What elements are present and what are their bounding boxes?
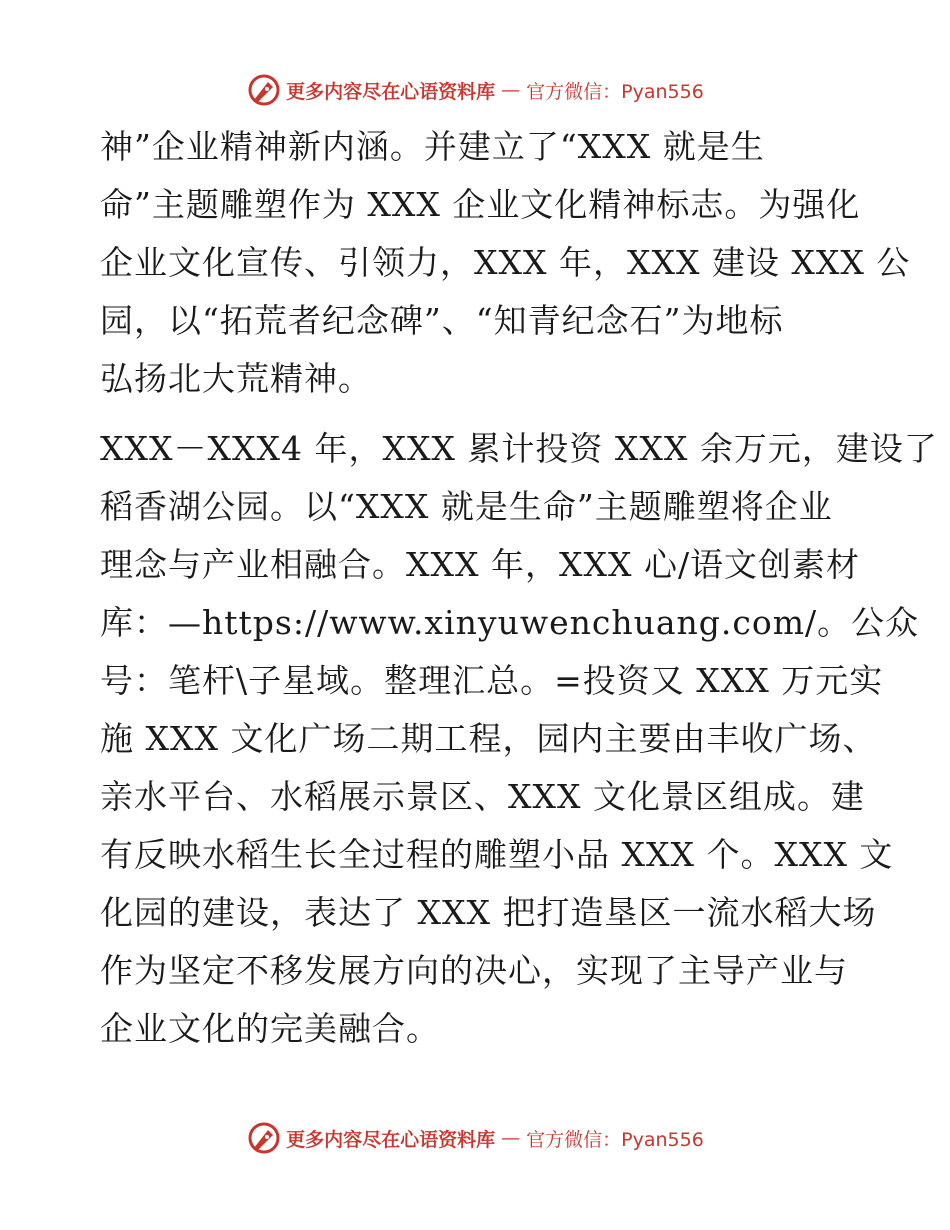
text-line: 弘扬北大荒精神。: [100, 359, 372, 398]
text-line: 亲水平台、水稻展示景区、XXX 文化景区组成。建: [100, 777, 865, 816]
text-line: 有反映水稻生长全过程的雕塑小品 XXX 个。XXX 文: [100, 835, 894, 874]
banner-title: 更多内容尽在心语资料库: [286, 1128, 496, 1151]
text-line: XXX－XXX4 年，XXX 累计投资 XXX 余万元，建设了: [100, 429, 938, 468]
banner-wechat: 官方微信：Pyan556: [526, 80, 704, 103]
pen-nib-logo-icon: [246, 72, 282, 108]
text-line: 库：—https://www.xinyuwenchuang.com/。公众: [100, 603, 920, 642]
text-line: 化园的建设，表达了 XXX 把打造垦区一流水稻大场: [100, 893, 877, 932]
text-line: 企业文化的完美融合。: [100, 1009, 440, 1048]
header-banner: [0, 68, 950, 112]
text-line: 神”企业精神新内涵。并建立了“XXX 就是生: [100, 127, 765, 166]
text-line: 作为坚定不移发展方向的决心，实现了主导产业与: [100, 951, 848, 990]
banner-title: 更多内容尽在心语资料库: [286, 80, 496, 103]
pen-nib-logo-icon: [246, 1120, 282, 1156]
footer-banner: [0, 1116, 950, 1160]
text-line: 理念与产业相融合。XXX 年，XXX 心/语文创素材: [100, 545, 861, 584]
banner-dash: —: [501, 1127, 521, 1149]
text-line: 号：笔杆\子星域。整理汇总。=投资又 XXX 万元实: [100, 661, 884, 700]
banner-dash: —: [501, 79, 521, 101]
text-line: 命”主题雕塑作为 XXX 企业文化精神标志。为强化: [100, 185, 861, 224]
text-line: 园，以“拓荒者纪念碑”、“知青纪念石”为地标: [100, 301, 784, 340]
banner-wechat: 官方微信：Pyan556: [526, 1128, 704, 1151]
document-body: [100, 118, 938, 1058]
text-line: 企业文化宣传、引领力，XXX 年，XXX 建设 XXX 公: [100, 243, 911, 282]
paragraph-1: [100, 118, 911, 408]
text-line: 施 XXX 文化广场二期工程，园内主要由丰收广场、: [100, 719, 877, 758]
text-line: 稻香湖公园。以“XXX 就是生命”主题雕塑将企业: [100, 487, 833, 526]
paragraph-2: [100, 420, 938, 1058]
